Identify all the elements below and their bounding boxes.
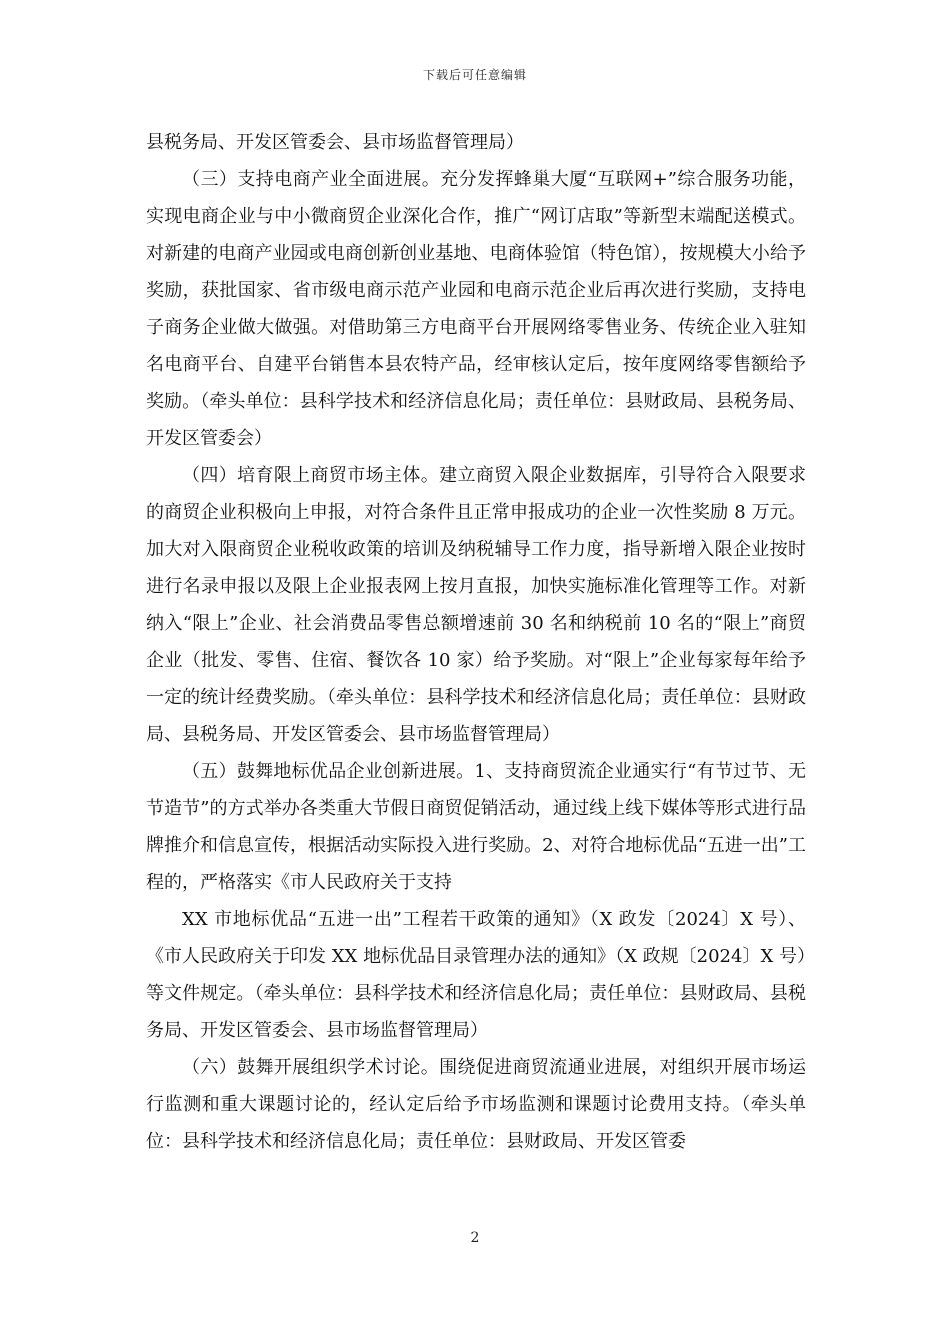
paragraph-section-4: （四）培育限上商贸市场主体。建立商贸入限企业数据库，引导符合入限要求的商贸企业积极向上申报，对符合条件且正常申报成功的企业一次性奖励 8 万元。加大对入限商贸企业税收政策的培训及纳税辅导工作力度，指导新增入限企业按时进行名录申报以及限上企业报表网上按月直报，加快实施标准化管理等工作。对新纳入“限上”企业、社会消费品零售总额增速前 30 名和纳税前 10 名的“限上”商贸企业（批发、零售、住宿、餐饮各 10 家）给予奖励。对“限上”企业每家每年给予一定的统计经费奖励。（牵头单位：县科学技术和经济信息化局；责任单位：县财政局、县税务局、开发区管委会、县市场监督管理局）: [146, 465, 806, 745]
page-header: 下载后可任意编辑: [422, 68, 527, 82]
paragraph-section-5-cont: XX 市地标优品“五进一出”工程若干政策的通知》（X 政发〔2024〕X 号）、《市人民政府关于印发 XX 地标优品目录管理办法的通知》（X 政规〔2024〕X 号）等文件规定。（牵头单位：县科学技术和经济信息化局；责任单位：县财政局、县税务局、开发区管委会、县市场监督管理局）: [146, 909, 806, 1041]
paragraph-section-3: （三）支持电商产业全面进展。充分发挥蜂巢大厦“互联网+”综合服务功能，实现电商企业与中小微商贸企业深化合作，推广“网订店取”等新型末端配送模式。对新建的电商产业园或电商创新创业基地、电商体验馆（特色馆），按规模大小给予奖励，获批国家、省市级电商示范产业园和电商示范企业后再次进行奖励，支持电子商务企业做大做强。对借助第三方电商平台开展网络零售业务、传统企业入驻知名电商平台、自建平台销售本县农特产品，经审核认定后，按年度网络零售额给予奖励。（牵头单位：县科学技术和经济信息化局；责任单位：县财政局、县税务局、开发区管委会）: [146, 169, 806, 449]
page-number: 2: [470, 1230, 480, 1246]
paragraph-continuation: 县税务局、开发区管委会、县市场监督管理局）: [146, 132, 524, 153]
paragraph-section-5: （五）鼓舞地标优品企业创新进展。1、支持商贸流企业通实行“有节过节、无节造节”的方式举办各类重大节假日商贸促销活动，通过线上线下媒体等形式进行品牌推介和信息宣传，根据活动实际投入进行奖励。2、对符合地标优品“五进一出”工程的，严格落实《市人民政府关于支持: [146, 761, 806, 893]
paragraph-section-6: （六）鼓舞开展组织学术讨论。围绕促进商贸流通业进展，对组织开展市场运行监测和重大课题讨论的，经认定后给予市场监测和课题讨论费用支持。（牵头单位：县科学技术和经济信息化局；责任单位：县财政局、开发区管委: [146, 1057, 806, 1152]
document-body: [146, 124, 806, 1160]
